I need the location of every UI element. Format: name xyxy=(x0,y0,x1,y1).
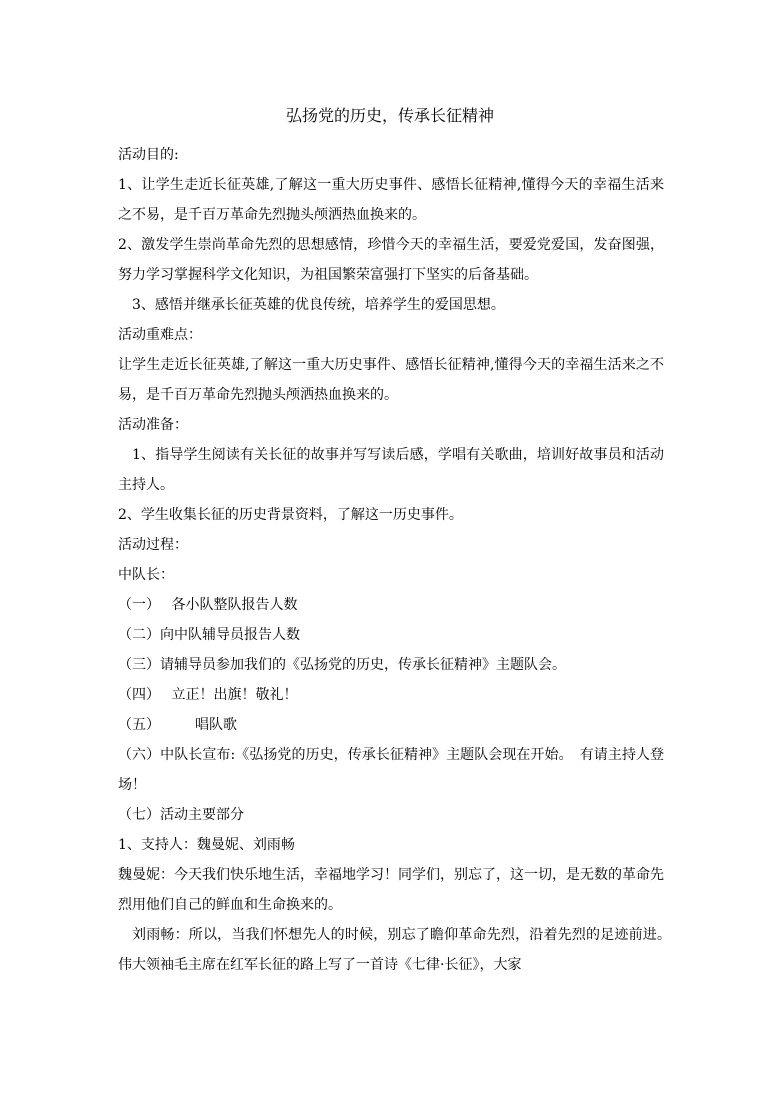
document-title: 弘扬党的历史，传承长征精神 xyxy=(285,106,494,125)
paragraph-step-4: （四） 立正！出旗！敬礼！ xyxy=(118,687,298,703)
paragraph-step-5: （五） 唱队歌 xyxy=(118,717,237,733)
paragraph-key-points-heading: 活动重难点： xyxy=(118,327,202,343)
paragraph-liu-yuchang: 刘雨畅：所以，当我们怀想先人的时候，别忘了瞻仰革命先烈，沿着先烈的足迹前进。 伟大领袖毛主席在红军长征的路上写了一首诗《七律·长征》，大家 xyxy=(118,927,678,973)
paragraph-wei-manni: 魏曼妮：今天我们快乐地生活，幸福地学习！同学们，别忘了，这一切，是无数的革命先烈用他们自己的鲜血和生命换来的。 xyxy=(118,867,664,913)
paragraph-preparation-2: 2、学生收集长征的历史背景资料，了解这一历史事件。 xyxy=(118,507,463,523)
paragraph-purpose-1: 1、让学生走近长征英雄,了解这一重大历史事件、感悟长征精神,懂得今天的幸福生活来之不易，是千百万革命先烈抛头颅洒热血换来的。 xyxy=(118,177,664,223)
document-body xyxy=(118,140,678,980)
paragraph-purpose-3: 3、感悟并继承长征英雄的优良传统，培养学生的爱国思想。 xyxy=(132,297,505,313)
paragraph-step-1: （一） 各小队整队报告人数 xyxy=(118,597,298,613)
paragraph-purpose-heading: 活动目的: xyxy=(118,147,179,163)
paragraph-squad-leader: 中队长： xyxy=(118,567,174,583)
paragraph-preparation-1: 1、指导学生阅读有关长征的故事并写写读后感，学唱有关歌曲，培训好故事员和活动主持人。 xyxy=(118,447,664,493)
paragraph-preparation-heading: 活动准备： xyxy=(118,417,188,433)
paragraph-purpose-2: 2、激发学生崇尚革命先烈的思想感情，珍惜今天的幸福生活，要爱党爱国，发奋图强，努力学习掌握科学文化知识，为祖国繁荣富强打下坚实的后备基础。 xyxy=(118,237,664,283)
paragraph-key-points: 让学生走近长征英雄,了解这一重大历史事件、感悟长征精神,懂得今天的幸福生活来之不易，是千百万革命先烈抛头颅洒热血换来的。 xyxy=(118,357,664,403)
paragraph-step-7: （七）活动主要部分 xyxy=(118,807,244,823)
paragraph-step-2: （二）向中队辅导员报告人数 xyxy=(118,627,300,643)
paragraph-step-6: （六）中队长宣布:《弘扬党的历史，传承长征精神》主题队会现在开始。 有请主持人登场！ xyxy=(118,747,664,793)
paragraph-step-3: （三）请辅导员参加我们的《弘扬党的历史，传承长征精神》主题队会。 xyxy=(118,657,566,673)
paragraph-hosts: 1、支持人：魏曼妮、刘雨畅 xyxy=(118,837,295,853)
paragraph-process-heading: 活动过程： xyxy=(118,537,188,553)
